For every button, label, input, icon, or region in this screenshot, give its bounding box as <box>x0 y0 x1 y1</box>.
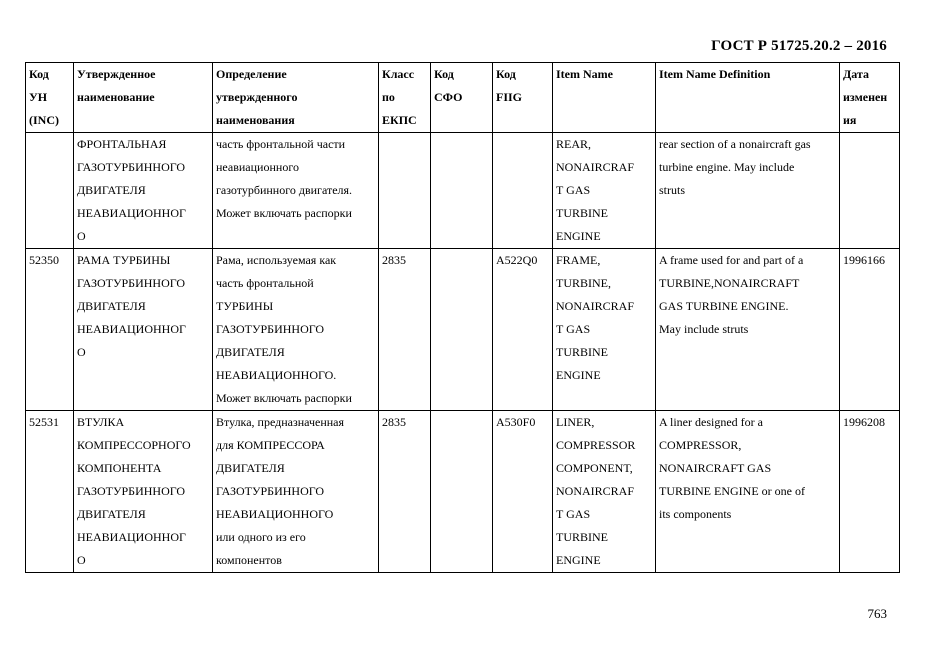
table-header-row <box>26 63 900 133</box>
table-row <box>26 133 900 249</box>
cell-sfo-code <box>431 411 493 573</box>
cell-fiig-code: A522Q0 <box>493 249 553 411</box>
cell-inc: 52350 <box>26 249 74 411</box>
cell-name-definition: Рама, используемая как часть фронтальной ТУРБИНЫ ГАЗОТУРБИННОГО ДВИГАТЕЛЯ НЕАВИАЦИОННОГО. Может включать распорки <box>213 249 379 411</box>
page-number: 763 <box>867 606 887 621</box>
cell-item-name: FRAME, TURBINE, NONAIRCRAF T GAS TURBINE ENGINE <box>553 249 656 411</box>
cell-ekps-class <box>379 133 431 249</box>
cell-sfo-code <box>431 249 493 411</box>
col-header-item-name-definition: Item Name Definition <box>656 63 840 133</box>
col-header-ekps-class: Класс по ЕКПС <box>379 63 431 133</box>
cell-ekps-class: 2835 <box>379 411 431 573</box>
col-header-item-name: Item Name <box>553 63 656 133</box>
cell-fiig-code <box>493 133 553 249</box>
table-row <box>26 411 900 573</box>
cell-inc <box>26 133 74 249</box>
cell-item-name: REAR, NONAIRCRAF T GAS TURBINE ENGINE <box>553 133 656 249</box>
cell-fiig-code: A530F0 <box>493 411 553 573</box>
cell-change-date <box>840 133 900 249</box>
col-header-name-definition: Определение утвержденного наименования <box>213 63 379 133</box>
cell-item-name-definition: rear section of a nonaircraft gas turbine engine. May include struts <box>656 133 840 249</box>
col-header-sfo-code: Код СФО <box>431 63 493 133</box>
cell-inc: 52531 <box>26 411 74 573</box>
codification-table <box>25 62 900 573</box>
cell-item-name-definition: A frame used for and part of a TURBINE,NONAIRCRAFT GAS TURBINE ENGINE. May include struts <box>656 249 840 411</box>
cell-ekps-class: 2835 <box>379 249 431 411</box>
col-header-fiig-code: Код FIIG <box>493 63 553 133</box>
cell-sfo-code <box>431 133 493 249</box>
cell-name-definition: Втулка, предназначенная для КОМПРЕССОРА ДВИГАТЕЛЯ ГАЗОТУРБИННОГО НЕАВИАЦИОННОГО или одного из его компонентов <box>213 411 379 573</box>
standard-header: ГОСТ Р 51725.20.2 – 2016 <box>711 38 887 54</box>
cell-approved-name: РАМА ТУРБИНЫ ГАЗОТУРБИННОГО ДВИГАТЕЛЯ НЕАВИАЦИОННОГ О <box>74 249 213 411</box>
table-row <box>26 249 900 411</box>
cell-item-name-definition: A liner designed for a COMPRESSOR, NONAIRCRAFT GAS TURBINE ENGINE or one of its components <box>656 411 840 573</box>
cell-change-date: 1996208 <box>840 411 900 573</box>
cell-approved-name: ФРОНТАЛЬНАЯ ГАЗОТУРБИННОГО ДВИГАТЕЛЯ НЕАВИАЦИОННОГ О <box>74 133 213 249</box>
col-header-approved-name: Утвержденное наименование <box>74 63 213 133</box>
col-header-inc: Код УН (INC) <box>26 63 74 133</box>
cell-item-name: LINER, COMPRESSOR COMPONENT, NONAIRCRAF T GAS TURBINE ENGINE <box>553 411 656 573</box>
cell-change-date: 1996166 <box>840 249 900 411</box>
col-header-change-date: Дата изменен ия <box>840 63 900 133</box>
cell-name-definition: часть фронтальной части неавиационного газотурбинного двигателя. Может включать распорки <box>213 133 379 249</box>
cell-approved-name: ВТУЛКА КОМПРЕССОРНОГО КОМПОНЕНТА ГАЗОТУРБИННОГО ДВИГАТЕЛЯ НЕАВИАЦИОННОГ О <box>74 411 213 573</box>
